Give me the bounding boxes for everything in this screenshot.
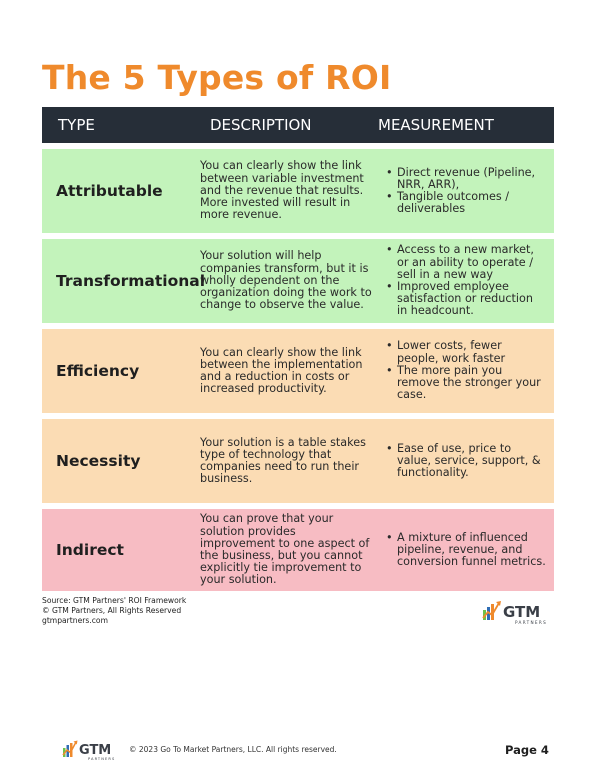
page-number: Page 4 xyxy=(505,743,549,757)
table-row xyxy=(42,329,554,413)
row-measurement xyxy=(380,532,554,569)
row-type: Indirect xyxy=(56,541,124,559)
footer-logo-wordmark: GTM xyxy=(79,743,112,758)
row-measurement xyxy=(380,443,554,480)
row-type: Transformational xyxy=(56,272,206,290)
website-line: gtmpartners.com xyxy=(42,616,108,625)
header-description: DESCRIPTION xyxy=(210,116,312,134)
row-description: You can clearly show the link between the implementation and a reduction in costs or increased productivity. xyxy=(200,345,363,396)
table-row xyxy=(42,239,554,323)
logo-tagline: PARTNERS xyxy=(515,620,548,625)
table-row xyxy=(42,509,554,591)
source-note xyxy=(42,596,186,626)
row-description: Your solution is a table stakes type of technology that companies need to run their business. xyxy=(200,435,366,486)
measurement-item: • Improved employee satisfaction or reduction in headcount. xyxy=(384,281,546,318)
measurement-item: • A mixture of influenced pipeline, revenue, and conversion funnel metrics. xyxy=(384,532,546,569)
source-line: Source: GTM Partners' ROI Framework xyxy=(42,596,187,605)
row-measurement xyxy=(380,167,554,216)
copyright-line: © GTM Partners, All Rights Reserved xyxy=(42,606,182,615)
measurement-item: • The more pain you remove the stronger your case. xyxy=(384,365,546,402)
footer-copyright: © 2023 Go To Market Partners, LLC. All rights reserved. xyxy=(129,745,337,754)
measurement-item: • Access to a new market, or an ability to operate / sell in a new way xyxy=(384,244,546,281)
measurement-item: • Lower costs, fewer people, work faster xyxy=(384,340,546,364)
measurement-item: • Tangible outcomes / deliverables xyxy=(384,191,546,215)
footer-logo-tagline: PARTNERS xyxy=(88,757,116,761)
measurement-item: • Ease of use, price to value, service, support, & functionality. xyxy=(384,443,546,480)
logo-wordmark: GTM xyxy=(503,603,541,621)
row-type: Attributable xyxy=(56,182,163,200)
row-description: You can prove that your solution provides improvement to one aspect of the business, but you cannot explicitly tie improvement to your solution. xyxy=(200,512,370,587)
row-measurement xyxy=(380,244,554,317)
row-description: You can clearly show the link between variable investment and the revenue that results. More invested will result in more revenue. xyxy=(200,159,364,222)
row-type: Efficiency xyxy=(56,362,140,380)
roi-types-table xyxy=(42,107,554,591)
table-row xyxy=(42,419,554,503)
gtm-partners-logo xyxy=(482,598,556,626)
measurement-item: • Direct revenue (Pipeline, NRR, ARR), xyxy=(384,167,546,191)
footer-gtm-logo xyxy=(62,738,124,762)
table-header xyxy=(42,107,554,143)
row-description: Your solution will help companies transform, but it is wholly dependent on the organization doing the work to change to observe the value. xyxy=(200,249,372,312)
row-measurement xyxy=(380,340,554,401)
header-measurement: MEASUREMENT xyxy=(378,116,494,134)
row-type: Necessity xyxy=(56,452,141,470)
table-row xyxy=(42,149,554,233)
page-title: The 5 Types of ROI xyxy=(42,58,392,97)
header-type: TYPE xyxy=(58,116,95,134)
